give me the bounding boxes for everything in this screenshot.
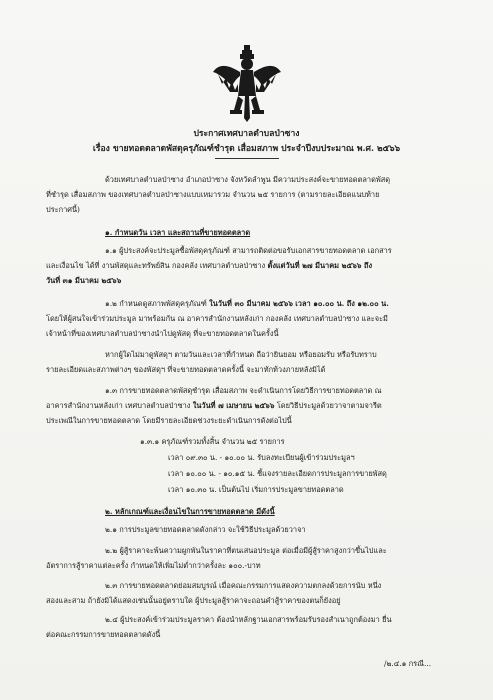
announcement-subject: เรื่อง ขายทอดตลาดพัสดุครุภัณฑ์ชำรุด เสื่อมสภาพ ประจำปีงบประมาณ พ.ศ. ๒๕๖๖: [92, 144, 401, 154]
intro-line-1: ด้วยเทศบาลตำบลป่าซาง อำเภอป่าซาง จังหวัดลำพูน มีความประสงค์จะขายทอดตลาดพัสดุ: [105, 175, 391, 184]
p22-line-1: ๒.๒ ผู้สู้ราคาจะพ้นความผูกพันในราคาที่ตนเสนอประมูล ต่อเมื่อมีผู้สู้ราคาสูงกว่าขึ้นไปและ: [105, 546, 387, 555]
p13-line-1: ๑.๓ การขายทอดตลาดพัสดุชำรุด เสื่อมสภาพ จะดำเนินการโดยวิธีการขายทอดตลาด ณ: [105, 386, 382, 395]
garuda-emblem-icon: [212, 44, 282, 122]
continuation-marker: /๒.๔.๑ กรณี...: [384, 659, 432, 668]
p13-line-2: [46, 400, 382, 411]
p11-text: และเงื่อนไข ได้ที่ งานพัสดุและทรัพย์สิน กองคลัง เทศบาลตำบลป่าซาง: [46, 261, 266, 270]
p12-note-2: รายละเอียดและสภาพต่างๆ ของพัสดุฯ ที่จะขายทอดตลาดครั้งนี้ จะมาทักท้วงภายหลังมิได้: [46, 365, 326, 374]
schedule-item-3: เวลา ๑๐.๓๐ น. เป็นต้นไป เริ่มการประมูลขายทอดตลาด: [168, 485, 344, 494]
p13-location: อาคารสำนักงานหลังเก่า เทศบาลตำบลป่าซาง: [46, 401, 191, 410]
schedule-item-1: เวลา ๐๙.๓๐ น. - ๑๐.๐๐ น. รับลงทะเบียนผู้เข้าร่วมประมูลฯ: [168, 453, 355, 462]
intro-line-3: ประกาศนี้): [46, 205, 80, 214]
section2-heading: ๒. หลักเกณฑ์และเงื่อนไขในการขายทอดตลาด มีดังนี้: [105, 507, 275, 516]
p12-line-1: [105, 298, 389, 309]
p12-label: ๑.๒ กำหนดดูสภาพพัสดุครุภัณฑ์: [105, 299, 207, 308]
p23-line-1: ๒.๓ การขายทอดตลาดย่อมสมบูรณ์ เมื่อคณะกรรมการแสดงความตกลงด้วยการนับ หนึ่ง: [105, 581, 382, 590]
p12-time: เวลา ๑๐.๐๐ น. ถึง ๑๒.๐๐ น.: [295, 299, 389, 308]
p11-date-start: ตั้งแต่วันที่ ๒๗ มีนาคม ๒๕๖๖ ถึง: [267, 261, 373, 270]
p13-line-3: ประเพณีในการขายทอดตลาด โดยมีรายละเอียดช่วงระยะดำเนินการดังต่อไปนี้: [46, 416, 292, 425]
p23-line-2: สองและสาม ถ้ายังมิได้แสดงเช่นนั้นอยู่ตราบใด ผู้ประมูลสู้ราคาจะถอนคำสู้ราคาของตนก็ยังอยู่: [46, 596, 341, 605]
announcement-title: ประกาศเทศบาลตำบลป่าซาง: [193, 129, 300, 139]
p13-method: โดยวิธีประมูลด้วยวาจาตามจารีต: [276, 401, 382, 410]
p12-line-3: เจ้าหน้าที่ของเทศบาลตำบลป่าซางนำไปดูพัสดุ ที่จะขายทอดตลาดในครั้งนี้: [46, 329, 279, 338]
p131-label: ๑.๓.๑ ครุภัณฑ์รวมทั้งสิ้น จำนวน ๒๕ รายการ: [140, 437, 285, 446]
section1-heading: ๑. กำหนดวัน เวลา และสถานที่ขายทอดตลาด: [105, 228, 251, 237]
p12-line-2: โดยให้ผู้สนใจเข้าร่วมประมูล มาพร้อมกัน ณ อาคารสำนักงานหลังเก่า กองคลัง เทศบาลตำบลป่าซาง และจะมี: [46, 314, 388, 323]
p12-date: ในวันที่ ๓๐ มีนาคม ๒๕๖๖: [209, 299, 293, 308]
schedule-item-2: เวลา ๑๐.๐๐ น. - ๑๐.๑๕ น. ชี้แจงรายละเอียดการประมูลการขายพัสดุ: [168, 469, 387, 478]
p12-note-1: หากผู้ใดไม่มาดูพัสดุฯ ตามวันและเวลาที่กำหนด ถือว่ายินยอม หรือยอมรับ หรือรับทราบ: [105, 350, 377, 359]
p21-line: ๒.๑ การประมูลขายทอดตลาดดังกล่าว จะใช้วิธีประมูลด้วยวาจา: [105, 525, 306, 534]
title-divider: [215, 158, 279, 159]
p24-line-2: ต่อคณะกรรมการขายทอดตลาดดังนี้: [46, 630, 161, 639]
p11-line-2: [46, 260, 372, 271]
p11-line-1: ๑.๑ ผู้ประสงค์จะประมูลซื้อพัสดุครุภัณฑ์ สามารถติดต่อขอรับเอกสารขายทอดตลาด เอกสาร: [105, 246, 392, 255]
intro-line-2: ที่ชำรุด เสื่อมสภาพ ของเทศบาลตำบลป่าซางแบบเหมารวม จำนวน ๒๕ รายการ (ตามรายละเอียดแนบท้าย: [46, 190, 380, 199]
p24-line-1: ๒.๔ ผู้ประสงค์เข้าร่วมประมูลราคา ต้องนำหลักฐานเอกสารพร้อมรับรองสำเนาถูกต้องมา ยื่น: [105, 615, 392, 624]
p11-date-end: วันที่ ๓๑ มีนาคม ๒๕๖๖: [46, 276, 122, 285]
p13-date: ในวันที่ ๗ เมษายน ๒๕๖๖: [192, 401, 275, 410]
p22-line-2: อัตราการสู้ราคาแต่ละครั้ง กำหนดให้เพิ่มไม่ต่ำกว่าครั้งละ ๑๐๐.-บาท: [46, 561, 261, 570]
